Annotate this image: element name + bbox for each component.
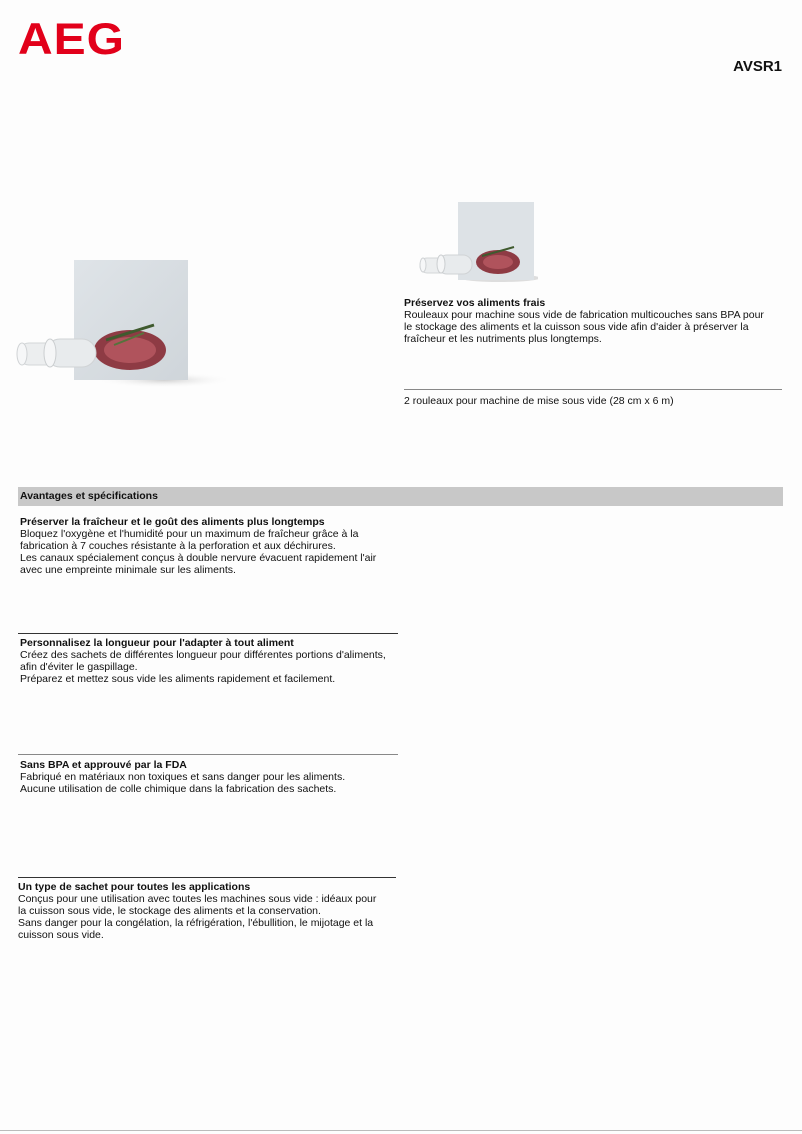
model-number: AVSR1	[733, 58, 782, 75]
intro-block	[404, 297, 784, 345]
feature-line: Les canaux spécialement conçus à double nervure évacuent rapidement l'air	[20, 552, 377, 564]
divider	[404, 389, 782, 390]
feature-title: Préserver la fraîcheur et le goût des aliments plus longtemps	[20, 516, 325, 528]
product-image-small	[418, 200, 538, 285]
intro-line: fraîcheur et les nutriments plus longtemps.	[404, 333, 602, 345]
feature-line: Préparez et mettez sous vide les aliments rapidement et facilement.	[20, 673, 336, 685]
feature-line: Aucune utilisation de colle chimique dans la fabrication des sachets.	[20, 783, 337, 795]
product-image-large	[14, 255, 234, 395]
section-header: Avantages et spécifications	[18, 487, 783, 506]
page-bottom-border	[0, 1130, 802, 1131]
brand-logo: AEG	[18, 15, 126, 65]
package-contents: 2 rouleaux pour machine de mise sous vide (28 cm x 6 m)	[404, 395, 674, 407]
feature-line: fabrication à 7 couches résistante à la perforation et aux déchirures.	[20, 540, 336, 552]
feature-block	[20, 759, 400, 795]
intro-title: Préservez vos aliments frais	[404, 297, 546, 309]
feature-title: Sans BPA et approuvé par la FDA	[20, 759, 187, 771]
divider	[18, 633, 398, 634]
feature-block	[18, 881, 398, 941]
intro-line: le stockage des aliments et la cuisson sous vide afin d'aider à préserver la	[404, 321, 749, 333]
feature-line: Bloquez l'oxygène et l'humidité pour un maximum de fraîcheur grâce à la	[20, 528, 359, 540]
intro-line: Rouleaux pour machine sous vide de fabrication multicouches sans BPA pour	[404, 309, 764, 321]
divider	[18, 754, 398, 755]
feature-line: afin d'éviter le gaspillage.	[20, 661, 138, 673]
feature-title: Un type de sachet pour toutes les applications	[18, 881, 251, 893]
feature-line: avec une empreinte minimale sur les aliments.	[20, 564, 236, 576]
feature-line: Conçus pour une utilisation avec toutes les machines sous vide : idéaux pour	[18, 893, 377, 905]
divider	[18, 877, 396, 878]
feature-line: Fabriqué en matériaux non toxiques et sans danger pour les aliments.	[20, 771, 346, 783]
feature-title: Personnalisez la longueur pour l'adapter à tout aliment	[20, 637, 294, 649]
feature-line: Sans danger pour la congélation, la réfrigération, l'ébullition, le mijotage et la	[18, 917, 374, 929]
feature-line: la cuisson sous vide, le stockage des aliments et la conservation.	[18, 905, 321, 917]
feature-block	[20, 516, 400, 576]
feature-line: Créez des sachets de différentes longueur pour différentes portions d'aliments,	[20, 649, 386, 661]
feature-line: cuisson sous vide.	[18, 929, 104, 941]
feature-block	[20, 637, 400, 685]
